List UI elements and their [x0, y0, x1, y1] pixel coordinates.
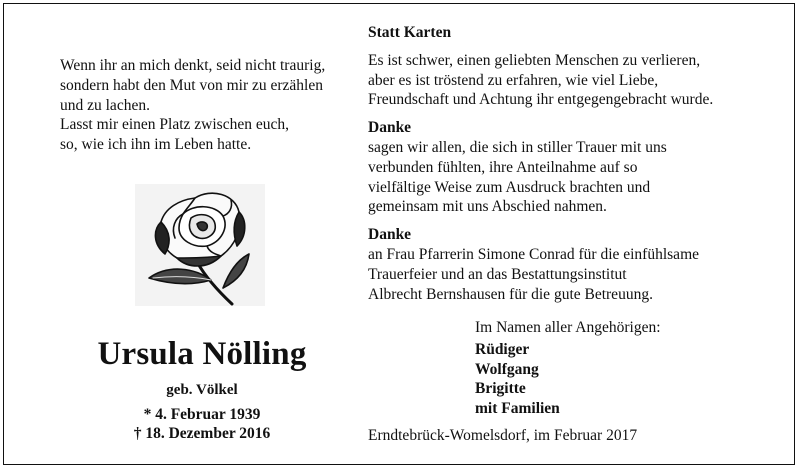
intro-line: Freundschaft und Achtung ihr entgegengebracht wurde.	[368, 91, 714, 109]
birth-date: * 4. Februar 1939	[143, 406, 261, 423]
thanks-line: an Frau Pfarrerin Simone Conrad für die einfühlsame	[368, 245, 700, 263]
family-member: Brigitte	[475, 380, 526, 398]
thanks-line: sagen wir allen, die sich in stiller Trauer mit uns	[368, 138, 667, 156]
family-signature	[475, 318, 661, 419]
poem-line: Wenn ihr an mich denkt, seid nicht traurig,	[60, 57, 326, 74]
thanks-line: verbunden fühlten, ihre Anteilnahme auf so	[368, 158, 638, 176]
thanks-line: Trauerfeier und an das Bestattungsinstitut	[368, 265, 627, 283]
birth-name: geb. Völkel	[166, 382, 238, 398]
family-member: Rüdiger	[475, 340, 530, 358]
thanks-line: gemeinsam mit uns Abschied nahmen.	[368, 198, 607, 216]
thanks-heading: Danke	[368, 119, 412, 137]
intro-line: aber es ist tröstend zu erfahren, wie viel Liebe,	[368, 71, 659, 89]
place-date: Erndtebrück-Womelsdorf, im Februar 2017	[368, 427, 638, 444]
thanks-heading: Danke	[368, 226, 412, 244]
rose-image	[135, 184, 265, 306]
death-date: † 18. Dezember 2016	[133, 425, 271, 442]
poem	[60, 56, 360, 155]
rose-icon	[135, 184, 265, 306]
family-intro: Im Namen aller Angehörigen:	[475, 319, 661, 336]
thanks-text	[368, 23, 788, 304]
poem-line: sondern habt den Mut von mir zu erzählen	[60, 76, 323, 94]
poem-line: so, wie ich ihn im Leben hatte.	[60, 136, 252, 154]
thanks-line: Albrecht Bernshausen für die gute Betreuung.	[368, 285, 653, 303]
poem-line: Lasst mir einen Platz zwischen euch,	[60, 116, 289, 134]
header-statt-karten: Statt Karten	[368, 24, 452, 41]
thanks-line: vielfältige Weise zum Ausdruck brachten und	[368, 178, 651, 196]
family-member: mit Familien	[475, 400, 560, 418]
deceased-name: Ursula Nölling	[97, 336, 307, 372]
family-member: Wolfgang	[475, 360, 539, 378]
intro-line: Es ist schwer, einen geliebten Menschen zu verlieren,	[368, 51, 701, 69]
poem-line: und zu lachen.	[60, 96, 150, 114]
life-dates	[0, 405, 404, 443]
